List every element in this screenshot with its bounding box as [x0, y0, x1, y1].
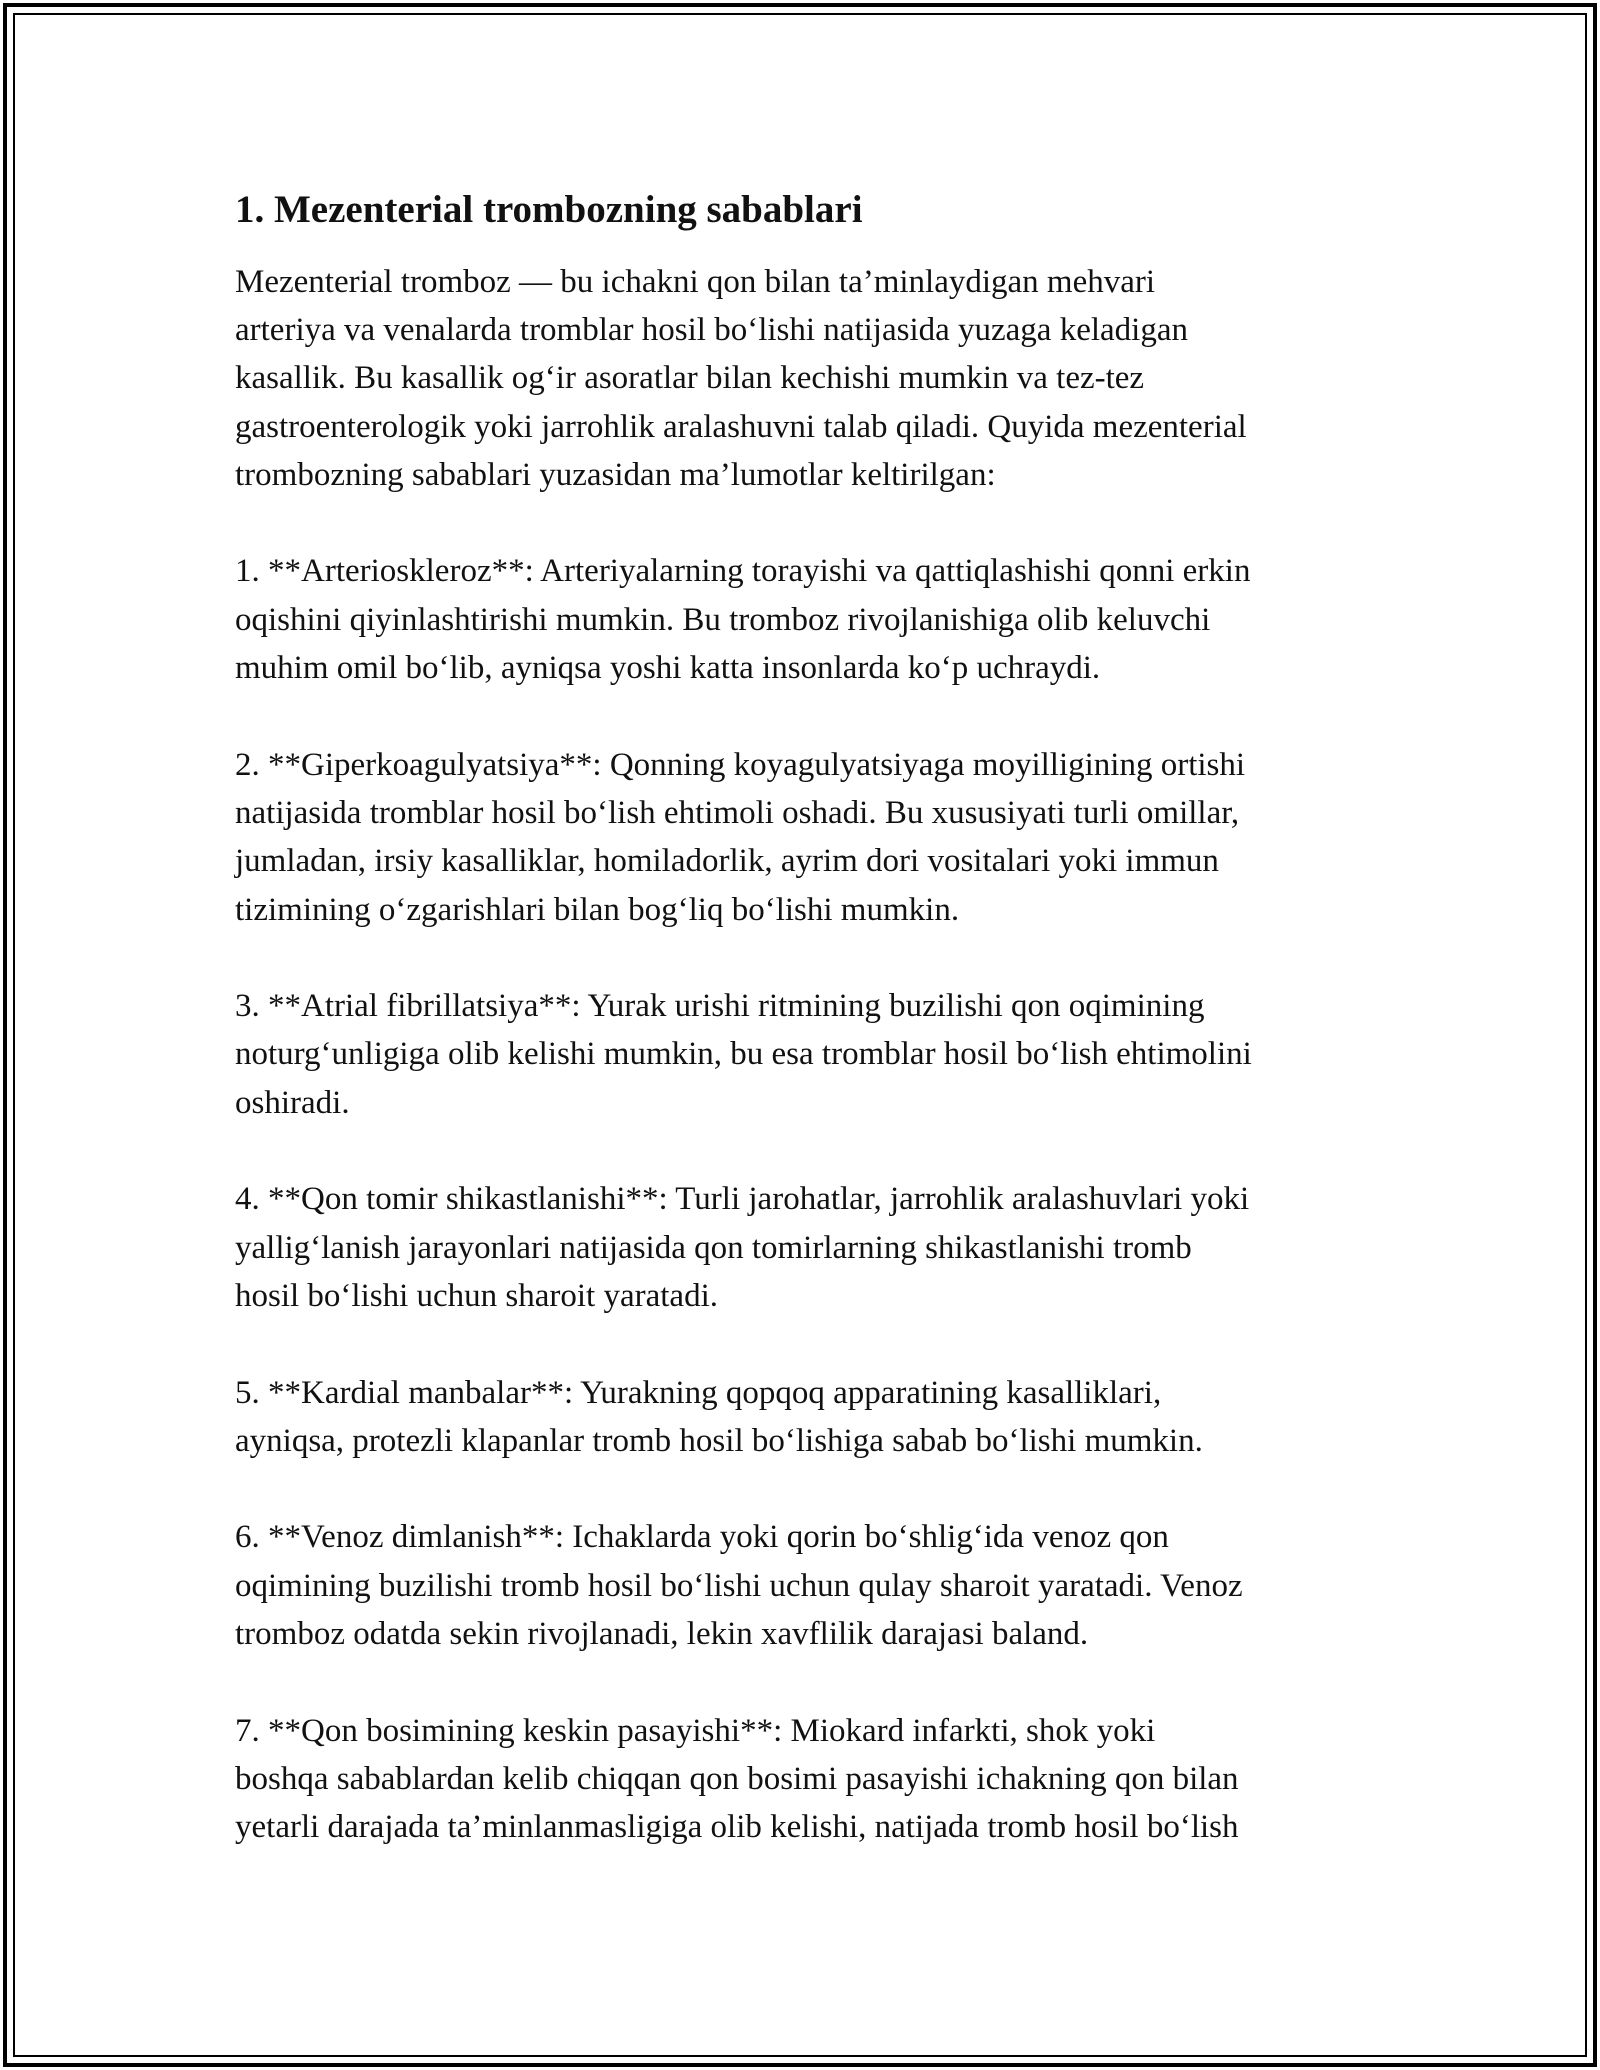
intro-paragraph: Mezenterial tromboz — bu ichakni qon bilan ta’minlaydigan mehvari arteriya va venalarda tromblar hosil bo‘lishi natijasida yuzaga keladigan kasallik. Bu kasallik og‘ir asoratlar bilan kechishi mumkin va tez-tez gastroenterologik yoki jarrohlik aralashuvni talab qiladi. Quyida mezenterial trombozning sabablari yuzasidan ma’lumotlar keltirilgan:: [235, 263, 1247, 493]
list-item-qon-tomir-shikastlanishi: 4. **Qon tomir shikastlanishi**: Turli jarohatlar, jarrohlik aralashuvlari yoki yallig‘lanish jarayonlari natijasida qon tomirlarning shikastlanishi tromb hosil bo‘lishi uchun sharoit yaratadi.: [235, 1181, 1250, 1314]
list-item-atrial-fibrillatsiya: 3. **Atrial fibrillatsiya**: Yurak urishi ritmining buzilishi qon oqimining noturg‘unligiga olib kelishi mumkin, bu esa tromblar hosil bo‘lish ehtimolini oshiradi.: [235, 988, 1252, 1121]
list-item-venoz-dimlanish: 6. **Venoz dimlanish**: Ichaklarda yoki qorin bo‘shlig‘ida venoz qon oqimining buzilishi tromb hosil bo‘lishi uchun qulay sharoit yaratadi. Venoz tromboz odatda sekin rivojlanadi, lekin xavflilik darajasi baland.: [235, 1519, 1243, 1652]
list-item-kardial-manbalar: 5. **Kardial manbalar**: Yurakning qopqoq apparatining kasalliklari, ayniqsa, protezli klapanlar tromb hosil bo‘lishiga sabab bo‘lishi mumkin.: [235, 1374, 1203, 1459]
list-item-giperkoagulyatsiya: 2. **Giperkoagulyatsiya**: Qonning koyagulyatsiyaga moyilligining ortishi natijasida tromblar hosil bo‘lish ehtimoli oshadi. Bu xususiyati turli omillar, jumladan, irsiy kasalliklar, homiladorlik, ayrim dori vositalari yoki immun tizimining o‘zgarishlari bilan bog‘liq bo‘lishi mumkin.: [235, 746, 1246, 928]
list-item-arterioskleroz: 1. **Arterioskleroz**: Arteriyalarning torayishi va qattiqlashishi qonni erkin oqishini qiyinlashtirishi mumkin. Bu tromboz rivojlanishiga olib keluvchi muhim omil bo‘lib, ayniqsa yoshi katta insonlarda ko‘p uchraydi.: [235, 553, 1251, 687]
document-body: [235, 185, 1385, 1900]
list-item-qon-bosimi-pasayishi: 7. **Qon bosimining keskin pasayishi**: Miokard infarkti, shok yoki boshqa sabablardan kelib chiqqan qon bosimi pasayishi ichakning qon bilan yetarli darajada ta’minlanmasligiga olib kelishi, natijada tromb hosil bo‘lish: [235, 1712, 1239, 1846]
section-heading: 1. Mezenterial trombozning sabablari: [235, 188, 863, 231]
